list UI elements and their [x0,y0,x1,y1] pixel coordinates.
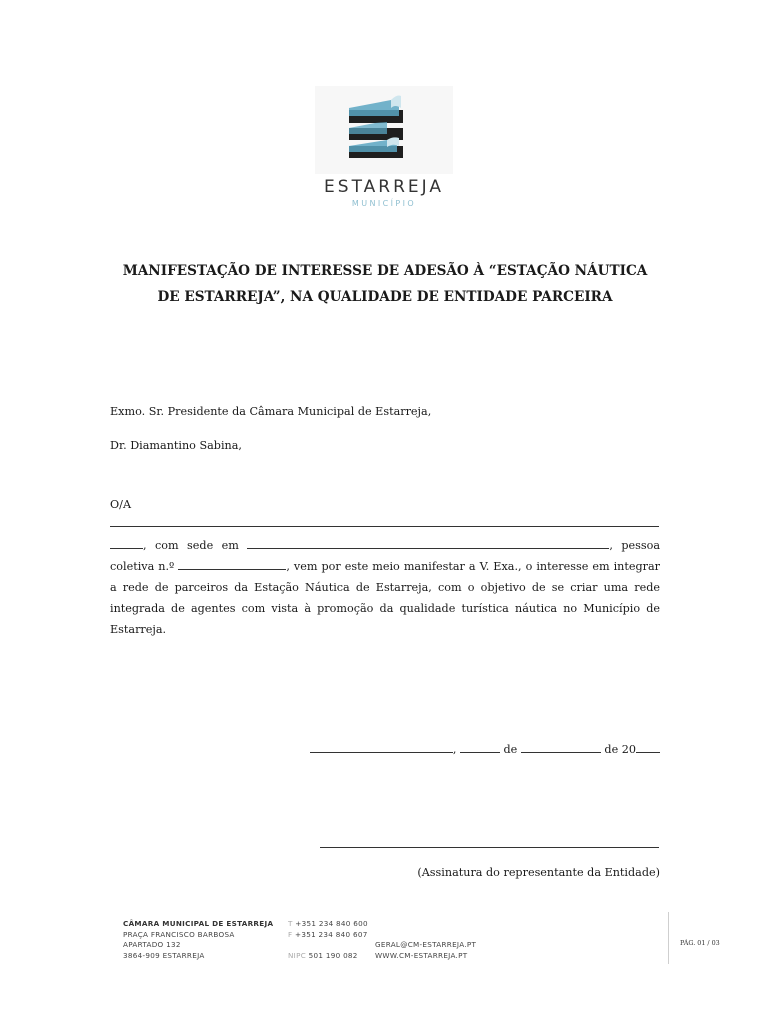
estarreja-e-emblem-icon [315,86,453,174]
phone-t: +351 234 840 600 [295,919,368,928]
logo-wordmark: ESTARREJA [324,177,444,197]
phone-f-label: F [288,929,293,939]
seat-label: , com sede em [143,539,239,552]
month-blank [521,742,601,753]
year-blank [636,742,660,753]
interest-paragraph [110,535,660,640]
day-blank [460,742,500,753]
salutation-line-2: Dr. Diamantino Sabina, [110,439,242,452]
logo-subtitle: MUNICÍPIO [351,199,417,208]
footer-website[interactable]: WWW.CM-ESTARREJA.PT [375,950,468,960]
place-blank [310,742,453,753]
footer-contacts [375,940,476,961]
footer-address [123,919,273,961]
page-number: PÁG. 01 / 03 [680,939,720,947]
phone-t-label: T [288,919,293,928]
date-de-year: de 20 [604,743,636,756]
date-line [110,739,660,760]
footer-email[interactable]: GERAL@CM-ESTARREJA.PT [375,940,477,949]
date-separator: , [452,743,457,756]
signature-caption: (Assinatura do representante da Entidade) [417,866,660,879]
tax-id-label: , pessoa coletiva n.º [110,539,660,573]
tax-id-blank [178,559,286,570]
seat-blank [247,538,609,549]
interest-text: , vem por este meio manifestar a V. Exa., o interesse em integrar a rede de parceiros da Estação Náutica de Estarreja, com o objetivo de se criar uma rede integrada de agentes com vista à promoção da qualidade turística náutica no Município de Estarreja. [110,560,661,636]
footer-address-3: 3864-909 ESTARREJA [123,950,205,960]
municipality-logo [315,86,453,212]
entity-label: O/A [110,498,132,511]
nipc: 501 190 082 [308,950,358,960]
entity-name-blank-cont [110,538,143,549]
nipc-label: NIPC [288,950,307,960]
document-title: MANIFESTAÇÃO DE INTERESSE DE ADESÃO À “ESTAÇÃO NÁUTICA DE ESTARREJA”, NA QUALIDADE DE ENTIDADE PARCEIRA [122,263,648,305]
salutation-line-1: Exmo. Sr. Presidente da Câmara Municipal de Estarreja, [110,405,432,418]
footer-address-2: APARTADO 132 [123,940,181,949]
footer-org: CÂMARA MUNICIPAL DE ESTARREJA [123,919,274,928]
phone-f: +351 234 840 607 [295,929,368,939]
footer-phones [288,919,368,961]
entity-name-blank [110,526,659,527]
date-de-1: de [503,743,518,756]
signature-line [320,847,659,848]
footer-address-1: PRAÇA FRANCISCO BARBOSA [123,929,235,939]
footer-divider [668,912,669,964]
